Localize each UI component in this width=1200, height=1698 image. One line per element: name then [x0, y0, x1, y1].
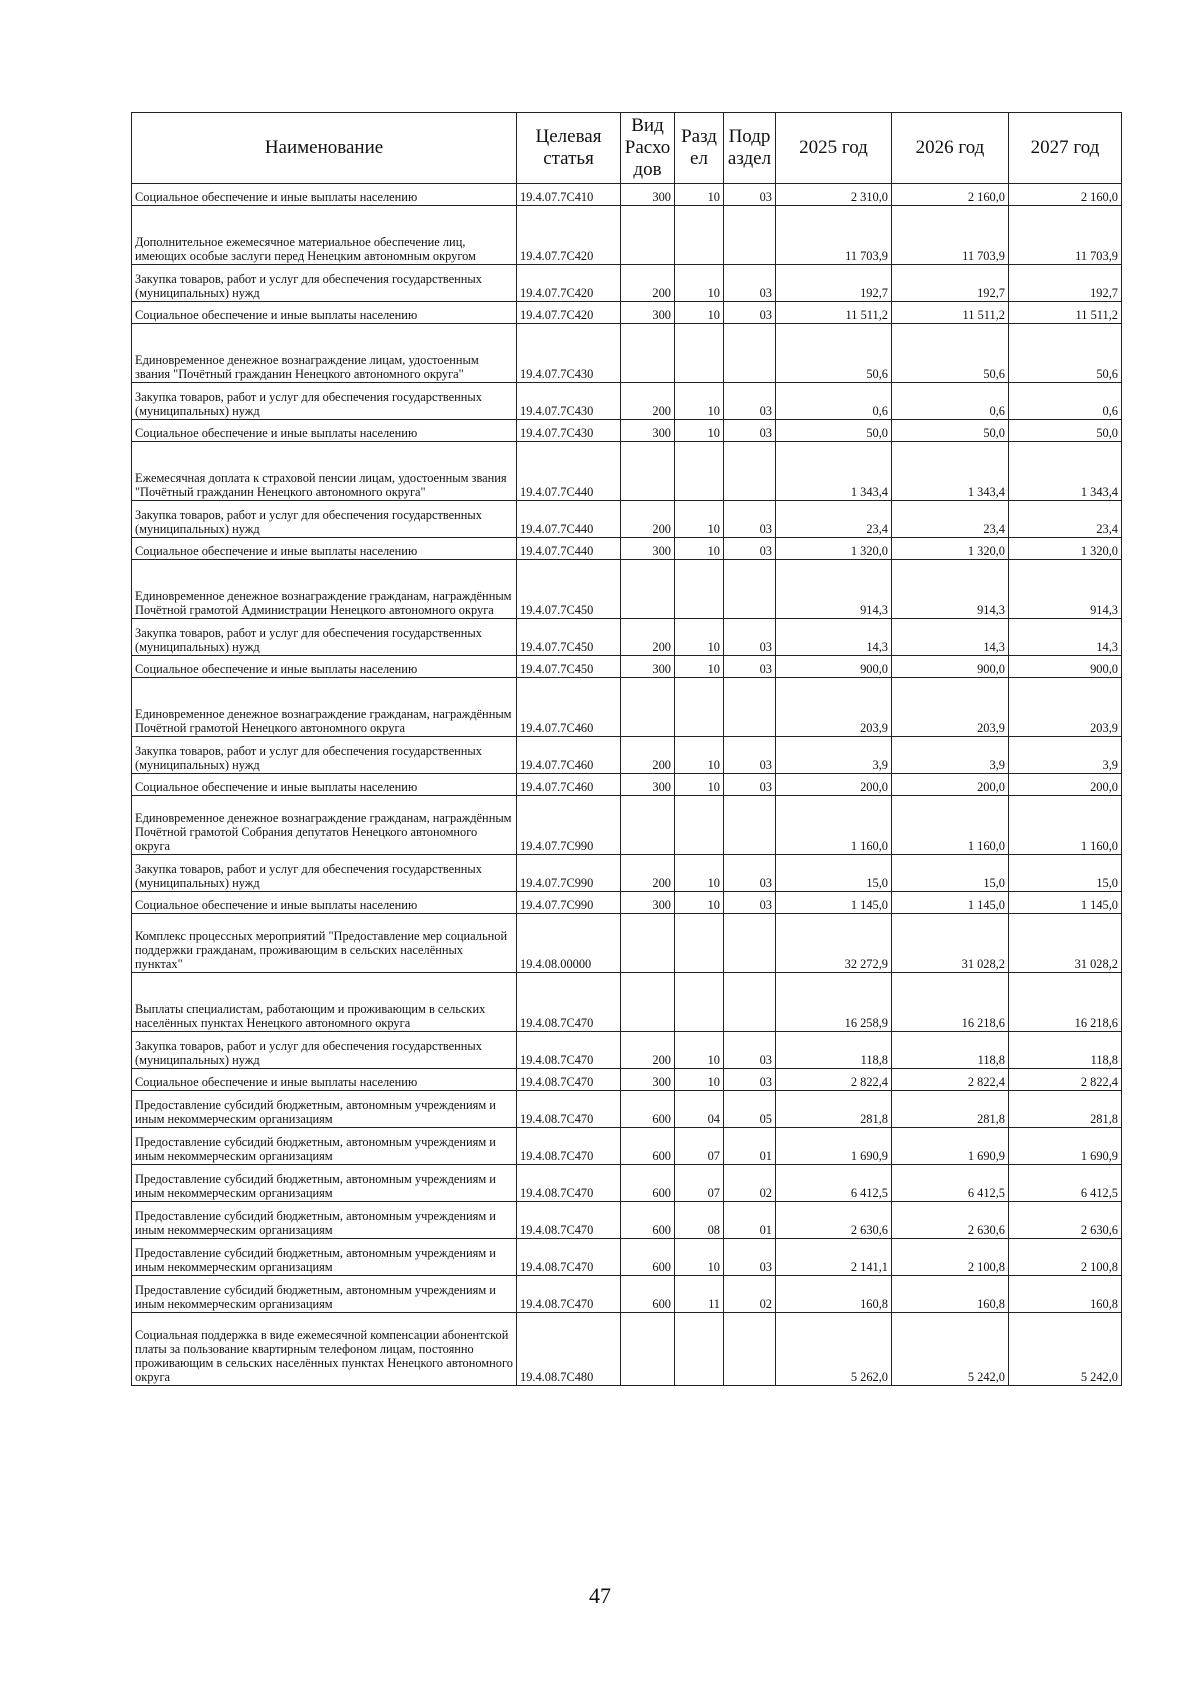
- year-2026-cell: 160,8: [892, 1276, 1009, 1313]
- subsection-cell: 02: [724, 1165, 776, 1202]
- expense-type-cell: [621, 324, 675, 383]
- target-article-cell: 19.4.07.7С450: [517, 656, 621, 678]
- name-cell: Единовременное денежное вознаграждение лицам, удостоенным звания "Почётный гражданин Ненецкого автономного округа": [132, 324, 517, 383]
- year-2026-cell: 31 028,2: [892, 914, 1009, 973]
- section-cell: [675, 560, 724, 619]
- year-2025-cell: 23,4: [776, 501, 892, 538]
- section-cell: [675, 324, 724, 383]
- year-2025-cell: 2 141,1: [776, 1239, 892, 1276]
- year-2025-cell: 281,8: [776, 1091, 892, 1128]
- subsection-cell: [724, 324, 776, 383]
- year-2026-cell: 118,8: [892, 1032, 1009, 1069]
- subsection-cell: [724, 206, 776, 265]
- target-article-cell: 19.4.07.7С460: [517, 737, 621, 774]
- section-cell: 10: [675, 1032, 724, 1069]
- table-row: [132, 1128, 1122, 1165]
- year-2027-cell: 16 218,6: [1009, 973, 1122, 1032]
- target-article-cell: 19.4.07.7С430: [517, 420, 621, 442]
- subsection-cell: 03: [724, 892, 776, 914]
- table-row: [132, 420, 1122, 442]
- name-cell: Закупка товаров, работ и услуг для обеспечения государственных (муниципальных) нужд: [132, 619, 517, 656]
- year-2026-cell: 2 822,4: [892, 1069, 1009, 1091]
- subsection-cell: 03: [724, 619, 776, 656]
- subsection-cell: [724, 442, 776, 501]
- year-2027-cell: 6 412,5: [1009, 1165, 1122, 1202]
- subsection-cell: 03: [724, 1032, 776, 1069]
- expense-type-cell: 300: [621, 538, 675, 560]
- expense-type-cell: 200: [621, 1032, 675, 1069]
- name-cell: Закупка товаров, работ и услуг для обеспечения государственных (муниципальных) нужд: [132, 855, 517, 892]
- table-row: [132, 678, 1122, 737]
- name-cell: Дополнительное ежемесячное материальное обеспечение лиц, имеющих особые заслуги перед Ненецким автономным округом: [132, 206, 517, 265]
- target-article-cell: 19.4.07.7С990: [517, 855, 621, 892]
- year-2025-cell: 50,6: [776, 324, 892, 383]
- year-2026-cell: 914,3: [892, 560, 1009, 619]
- year-2026-cell: 200,0: [892, 774, 1009, 796]
- year-2027-cell: 1 160,0: [1009, 796, 1122, 855]
- target-article-cell: 19.4.08.00000: [517, 914, 621, 973]
- year-2026-cell: 50,0: [892, 420, 1009, 442]
- expense-type-cell: 300: [621, 302, 675, 324]
- subsection-cell: 03: [724, 265, 776, 302]
- year-2025-cell: 1 160,0: [776, 796, 892, 855]
- table-row: [132, 501, 1122, 538]
- header-year-2025: 2025 год: [776, 113, 892, 184]
- section-cell: 10: [675, 383, 724, 420]
- year-2025-cell: 192,7: [776, 265, 892, 302]
- table-row: [132, 442, 1122, 501]
- header-name: Наименование: [132, 113, 517, 184]
- year-2026-cell: 1 690,9: [892, 1128, 1009, 1165]
- target-article-cell: 19.4.08.7С470: [517, 1091, 621, 1128]
- year-2027-cell: 31 028,2: [1009, 914, 1122, 973]
- target-article-cell: 19.4.07.7С460: [517, 774, 621, 796]
- expense-type-cell: 200: [621, 501, 675, 538]
- expense-type-cell: 300: [621, 184, 675, 206]
- table-row: [132, 892, 1122, 914]
- section-cell: 08: [675, 1202, 724, 1239]
- expense-type-cell: 300: [621, 1069, 675, 1091]
- expense-type-cell: 200: [621, 383, 675, 420]
- table-row: [132, 914, 1122, 973]
- section-cell: 10: [675, 501, 724, 538]
- year-2025-cell: 118,8: [776, 1032, 892, 1069]
- subsection-cell: 03: [724, 501, 776, 538]
- expense-type-cell: 300: [621, 774, 675, 796]
- target-article-cell: 19.4.08.7С470: [517, 1276, 621, 1313]
- subsection-cell: [724, 973, 776, 1032]
- name-cell: Предоставление субсидий бюджетным, автономным учреждениям и иным некоммерческим организациям: [132, 1276, 517, 1313]
- name-cell: Единовременное денежное вознаграждение гражданам, награждённым Почётной грамотой Администрации Ненецкого автономного округа: [132, 560, 517, 619]
- table-row: [132, 737, 1122, 774]
- year-2026-cell: 2 100,8: [892, 1239, 1009, 1276]
- year-2026-cell: 192,7: [892, 265, 1009, 302]
- expense-type-cell: [621, 796, 675, 855]
- table-row: [132, 1032, 1122, 1069]
- table-row: [132, 184, 1122, 206]
- expense-type-cell: 600: [621, 1091, 675, 1128]
- section-cell: 10: [675, 420, 724, 442]
- target-article-cell: 19.4.07.7С460: [517, 678, 621, 737]
- year-2026-cell: 11 703,9: [892, 206, 1009, 265]
- subsection-cell: 03: [724, 302, 776, 324]
- expense-type-cell: [621, 560, 675, 619]
- year-2026-cell: 23,4: [892, 501, 1009, 538]
- table-row: [132, 1313, 1122, 1386]
- year-2027-cell: 11 703,9: [1009, 206, 1122, 265]
- year-2025-cell: 900,0: [776, 656, 892, 678]
- subsection-cell: 03: [724, 656, 776, 678]
- header-target-article: Целевая статья: [517, 113, 621, 184]
- year-2025-cell: 1 690,9: [776, 1128, 892, 1165]
- subsection-cell: [724, 678, 776, 737]
- section-cell: 10: [675, 656, 724, 678]
- year-2026-cell: 2 630,6: [892, 1202, 1009, 1239]
- expense-type-cell: 300: [621, 656, 675, 678]
- year-2025-cell: 160,8: [776, 1276, 892, 1313]
- target-article-cell: 19.4.07.7С440: [517, 501, 621, 538]
- subsection-cell: 03: [724, 538, 776, 560]
- target-article-cell: 19.4.08.7С470: [517, 1128, 621, 1165]
- target-article-cell: 19.4.08.7С470: [517, 973, 621, 1032]
- year-2027-cell: 1 690,9: [1009, 1128, 1122, 1165]
- section-cell: 11: [675, 1276, 724, 1313]
- year-2027-cell: 50,0: [1009, 420, 1122, 442]
- target-article-cell: 19.4.07.7С430: [517, 324, 621, 383]
- target-article-cell: 19.4.07.7С420: [517, 206, 621, 265]
- year-2026-cell: 11 511,2: [892, 302, 1009, 324]
- subsection-cell: [724, 796, 776, 855]
- year-2027-cell: 11 511,2: [1009, 302, 1122, 324]
- name-cell: Социальная поддержка в виде ежемесячной компенсации абонентской платы за пользование квартирным телефоном лицам, постоянно проживающим в сельских населённых пунктах Ненецкого автономного округа: [132, 1313, 517, 1386]
- expense-type-cell: 300: [621, 892, 675, 914]
- year-2025-cell: 50,0: [776, 420, 892, 442]
- subsection-cell: 01: [724, 1128, 776, 1165]
- table-header-row: [132, 113, 1122, 184]
- year-2025-cell: 203,9: [776, 678, 892, 737]
- year-2027-cell: 15,0: [1009, 855, 1122, 892]
- name-cell: Социальное обеспечение и иные выплаты населению: [132, 774, 517, 796]
- year-2027-cell: 2 160,0: [1009, 184, 1122, 206]
- section-cell: 10: [675, 892, 724, 914]
- year-2027-cell: 192,7: [1009, 265, 1122, 302]
- section-cell: 10: [675, 774, 724, 796]
- expense-type-cell: [621, 678, 675, 737]
- year-2026-cell: 0,6: [892, 383, 1009, 420]
- target-article-cell: 19.4.07.7С420: [517, 265, 621, 302]
- subsection-cell: 02: [724, 1276, 776, 1313]
- name-cell: Предоставление субсидий бюджетным, автономным учреждениям и иным некоммерческим организациям: [132, 1202, 517, 1239]
- target-article-cell: 19.4.07.7С410: [517, 184, 621, 206]
- year-2025-cell: 1 343,4: [776, 442, 892, 501]
- name-cell: Социальное обеспечение и иные выплаты населению: [132, 420, 517, 442]
- page-number: 47: [589, 1583, 611, 1608]
- year-2027-cell: 14,3: [1009, 619, 1122, 656]
- year-2027-cell: 203,9: [1009, 678, 1122, 737]
- subsection-cell: 03: [724, 855, 776, 892]
- name-cell: Закупка товаров, работ и услуг для обеспечения государственных (муниципальных) нужд: [132, 265, 517, 302]
- name-cell: Предоставление субсидий бюджетным, автономным учреждениям и иным некоммерческим организациям: [132, 1165, 517, 1202]
- year-2026-cell: 3,9: [892, 737, 1009, 774]
- year-2026-cell: 281,8: [892, 1091, 1009, 1128]
- header-expense-type: Вид Расхо дов: [621, 113, 675, 184]
- target-article-cell: 19.4.07.7С990: [517, 892, 621, 914]
- subsection-cell: 03: [724, 737, 776, 774]
- section-cell: 10: [675, 855, 724, 892]
- year-2026-cell: 1 160,0: [892, 796, 1009, 855]
- table-row: [132, 1069, 1122, 1091]
- name-cell: Социальное обеспечение и иные выплаты населению: [132, 184, 517, 206]
- section-cell: [675, 796, 724, 855]
- section-cell: 10: [675, 1239, 724, 1276]
- target-article-cell: 19.4.08.7С470: [517, 1069, 621, 1091]
- expense-type-cell: 200: [621, 265, 675, 302]
- expense-type-cell: [621, 206, 675, 265]
- year-2025-cell: 2 822,4: [776, 1069, 892, 1091]
- year-2027-cell: 2 100,8: [1009, 1239, 1122, 1276]
- section-cell: [675, 206, 724, 265]
- name-cell: Социальное обеспечение и иные выплаты населению: [132, 656, 517, 678]
- target-article-cell: 19.4.07.7С440: [517, 442, 621, 501]
- subsection-cell: 05: [724, 1091, 776, 1128]
- name-cell: Единовременное денежное вознаграждение гражданам, награждённым Почётной грамотой Собрания депутатов Ненецкого автономного округа: [132, 796, 517, 855]
- target-article-cell: 19.4.08.7С470: [517, 1165, 621, 1202]
- year-2026-cell: 15,0: [892, 855, 1009, 892]
- name-cell: Закупка товаров, работ и услуг для обеспечения государственных (муниципальных) нужд: [132, 383, 517, 420]
- table-row: [132, 1091, 1122, 1128]
- section-cell: 10: [675, 737, 724, 774]
- subsection-cell: [724, 1313, 776, 1386]
- expense-type-cell: 600: [621, 1276, 675, 1313]
- expense-type-cell: 300: [621, 420, 675, 442]
- table-row: [132, 265, 1122, 302]
- year-2026-cell: 1 343,4: [892, 442, 1009, 501]
- year-2026-cell: 2 160,0: [892, 184, 1009, 206]
- target-article-cell: 19.4.08.7С470: [517, 1239, 621, 1276]
- target-article-cell: 19.4.07.7С420: [517, 302, 621, 324]
- expense-type-cell: 200: [621, 619, 675, 656]
- year-2025-cell: 2 630,6: [776, 1202, 892, 1239]
- year-2025-cell: 32 272,9: [776, 914, 892, 973]
- year-2027-cell: 281,8: [1009, 1091, 1122, 1128]
- target-article-cell: 19.4.08.7С480: [517, 1313, 621, 1386]
- expense-type-cell: 600: [621, 1239, 675, 1276]
- name-cell: Предоставление субсидий бюджетным, автономным учреждениям и иным некоммерческим организациям: [132, 1091, 517, 1128]
- target-article-cell: 19.4.07.7С440: [517, 538, 621, 560]
- budget-table: [131, 112, 1122, 1386]
- year-2026-cell: 6 412,5: [892, 1165, 1009, 1202]
- year-2027-cell: 1 145,0: [1009, 892, 1122, 914]
- subsection-cell: 03: [724, 1239, 776, 1276]
- target-article-cell: 19.4.07.7С450: [517, 560, 621, 619]
- year-2027-cell: 160,8: [1009, 1276, 1122, 1313]
- subsection-cell: 03: [724, 1069, 776, 1091]
- year-2025-cell: 16 258,9: [776, 973, 892, 1032]
- name-cell: Предоставление субсидий бюджетным, автономным учреждениям и иным некоммерческим организациям: [132, 1239, 517, 1276]
- year-2027-cell: 2 822,4: [1009, 1069, 1122, 1091]
- name-cell: Комплекс процессных мероприятий "Предоставление мер социальной поддержки гражданам, проживающим в сельских населённых пунктах": [132, 914, 517, 973]
- year-2027-cell: 23,4: [1009, 501, 1122, 538]
- year-2027-cell: 50,6: [1009, 324, 1122, 383]
- table-row: [132, 324, 1122, 383]
- name-cell: Предоставление субсидий бюджетным, автономным учреждениям и иным некоммерческим организациям: [132, 1128, 517, 1165]
- year-2026-cell: 900,0: [892, 656, 1009, 678]
- year-2026-cell: 1 145,0: [892, 892, 1009, 914]
- subsection-cell: [724, 560, 776, 619]
- year-2027-cell: 118,8: [1009, 1032, 1122, 1069]
- expense-type-cell: [621, 442, 675, 501]
- subsection-cell: 03: [724, 184, 776, 206]
- name-cell: Социальное обеспечение и иные выплаты населению: [132, 892, 517, 914]
- year-2025-cell: 914,3: [776, 560, 892, 619]
- subsection-cell: 03: [724, 383, 776, 420]
- table-row: [132, 1165, 1122, 1202]
- table-row: [132, 1239, 1122, 1276]
- table-row: [132, 1276, 1122, 1313]
- table-row: [132, 774, 1122, 796]
- header-section: Разд ел: [675, 113, 724, 184]
- table-row: [132, 855, 1122, 892]
- section-cell: 10: [675, 302, 724, 324]
- table-row: [132, 383, 1122, 420]
- header-year-2027: 2027 год: [1009, 113, 1122, 184]
- year-2026-cell: 16 218,6: [892, 973, 1009, 1032]
- expense-type-cell: [621, 1313, 675, 1386]
- table-row: [132, 656, 1122, 678]
- section-cell: 07: [675, 1128, 724, 1165]
- expense-type-cell: [621, 973, 675, 1032]
- target-article-cell: 19.4.08.7С470: [517, 1032, 621, 1069]
- year-2025-cell: 6 412,5: [776, 1165, 892, 1202]
- year-2025-cell: 5 262,0: [776, 1313, 892, 1386]
- year-2026-cell: 50,6: [892, 324, 1009, 383]
- target-article-cell: 19.4.07.7С430: [517, 383, 621, 420]
- table-row: [132, 619, 1122, 656]
- year-2025-cell: 3,9: [776, 737, 892, 774]
- table-row: [132, 538, 1122, 560]
- name-cell: Закупка товаров, работ и услуг для обеспечения государственных (муниципальных) нужд: [132, 737, 517, 774]
- year-2027-cell: 200,0: [1009, 774, 1122, 796]
- year-2027-cell: 900,0: [1009, 656, 1122, 678]
- year-2026-cell: 203,9: [892, 678, 1009, 737]
- expense-type-cell: 600: [621, 1165, 675, 1202]
- table-row: [132, 302, 1122, 324]
- section-cell: 10: [675, 184, 724, 206]
- name-cell: Выплаты специалистам, работающим и проживающим в сельских населённых пунктах Ненецкого автономного округа: [132, 973, 517, 1032]
- section-cell: [675, 1313, 724, 1386]
- section-cell: 07: [675, 1165, 724, 1202]
- header-year-2026: 2026 год: [892, 113, 1009, 184]
- year-2027-cell: 0,6: [1009, 383, 1122, 420]
- year-2025-cell: 0,6: [776, 383, 892, 420]
- target-article-cell: 19.4.07.7С990: [517, 796, 621, 855]
- name-cell: Единовременное денежное вознаграждение гражданам, награждённым Почётной грамотой Ненецкого автономного округа: [132, 678, 517, 737]
- year-2025-cell: 14,3: [776, 619, 892, 656]
- table-row: [132, 796, 1122, 855]
- expense-type-cell: 200: [621, 737, 675, 774]
- section-cell: 10: [675, 538, 724, 560]
- name-cell: Социальное обеспечение и иные выплаты населению: [132, 538, 517, 560]
- name-cell: Социальное обеспечение и иные выплаты населению: [132, 1069, 517, 1091]
- year-2025-cell: 200,0: [776, 774, 892, 796]
- table-row: [132, 973, 1122, 1032]
- table-row: [132, 560, 1122, 619]
- year-2025-cell: 1 145,0: [776, 892, 892, 914]
- year-2026-cell: 1 320,0: [892, 538, 1009, 560]
- year-2025-cell: 2 310,0: [776, 184, 892, 206]
- year-2027-cell: 914,3: [1009, 560, 1122, 619]
- table-row: [132, 1202, 1122, 1239]
- year-2025-cell: 11 511,2: [776, 302, 892, 324]
- section-cell: [675, 973, 724, 1032]
- section-cell: 10: [675, 619, 724, 656]
- year-2025-cell: 11 703,9: [776, 206, 892, 265]
- name-cell: Ежемесячная доплата к страховой пенсии лицам, удостоенным звания "Почётный гражданин Ненецкого автономного округа": [132, 442, 517, 501]
- year-2025-cell: 15,0: [776, 855, 892, 892]
- subsection-cell: 03: [724, 774, 776, 796]
- section-cell: [675, 678, 724, 737]
- subsection-cell: 03: [724, 420, 776, 442]
- target-article-cell: 19.4.08.7С470: [517, 1202, 621, 1239]
- section-cell: 04: [675, 1091, 724, 1128]
- expense-type-cell: [621, 914, 675, 973]
- year-2025-cell: 1 320,0: [776, 538, 892, 560]
- name-cell: Социальное обеспечение и иные выплаты населению: [132, 302, 517, 324]
- section-cell: [675, 914, 724, 973]
- target-article-cell: 19.4.07.7С450: [517, 619, 621, 656]
- year-2027-cell: 2 630,6: [1009, 1202, 1122, 1239]
- table-row: [132, 206, 1122, 265]
- expense-type-cell: 600: [621, 1128, 675, 1165]
- name-cell: Закупка товаров, работ и услуг для обеспечения государственных (муниципальных) нужд: [132, 1032, 517, 1069]
- section-cell: 10: [675, 265, 724, 302]
- header-subsection: Подр аздел: [724, 113, 776, 184]
- year-2026-cell: 14,3: [892, 619, 1009, 656]
- section-cell: 10: [675, 1069, 724, 1091]
- subsection-cell: [724, 914, 776, 973]
- name-cell: Закупка товаров, работ и услуг для обеспечения государственных (муниципальных) нужд: [132, 501, 517, 538]
- year-2027-cell: 5 242,0: [1009, 1313, 1122, 1386]
- expense-type-cell: 200: [621, 855, 675, 892]
- year-2027-cell: 1 343,4: [1009, 442, 1122, 501]
- year-2027-cell: 3,9: [1009, 737, 1122, 774]
- year-2026-cell: 5 242,0: [892, 1313, 1009, 1386]
- subsection-cell: 01: [724, 1202, 776, 1239]
- year-2027-cell: 1 320,0: [1009, 538, 1122, 560]
- section-cell: [675, 442, 724, 501]
- expense-type-cell: 600: [621, 1202, 675, 1239]
